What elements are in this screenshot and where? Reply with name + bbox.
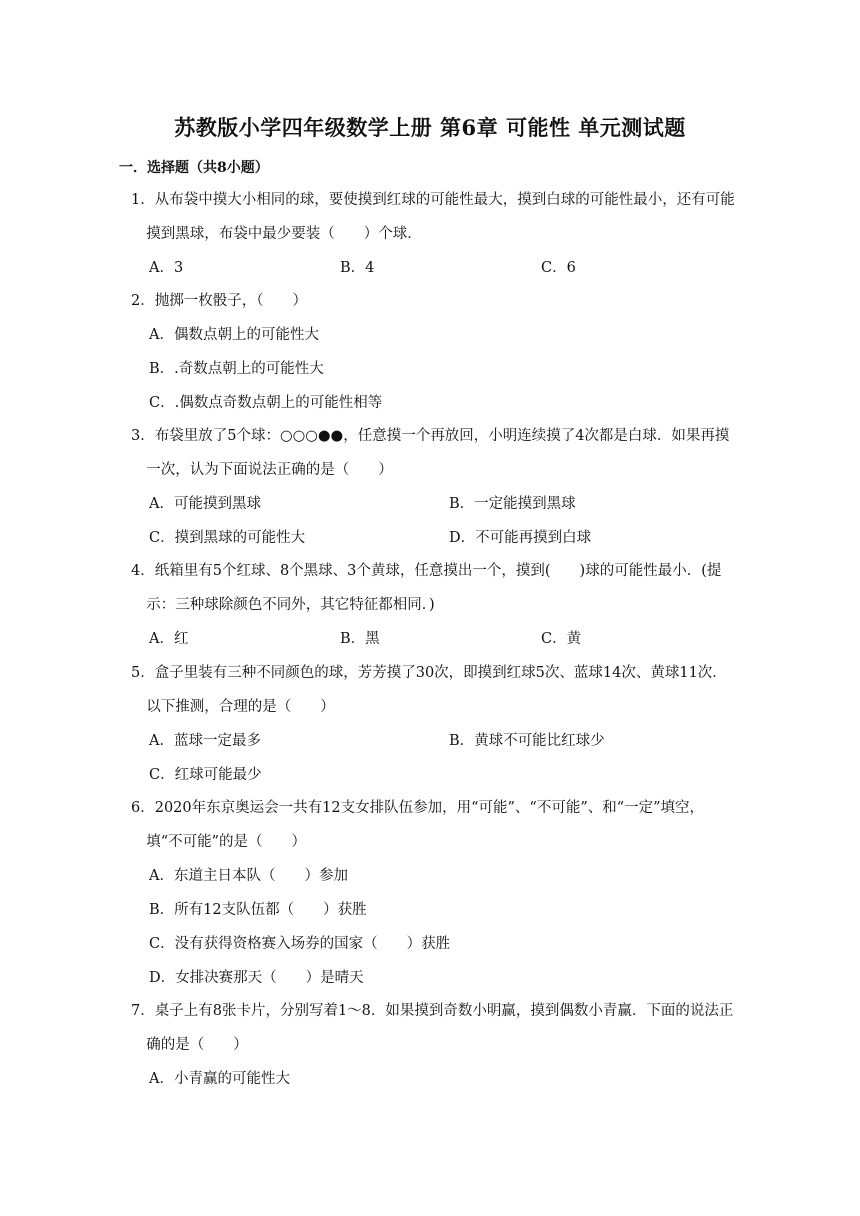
option-b: B．4 [340, 260, 375, 276]
option-a: A．红 [149, 631, 189, 647]
question-3 [131, 419, 736, 487]
option-c: C．.偶数点奇数点朝上的可能性相等 [149, 395, 383, 411]
question-stem: 2．抛掷一枚骰子，（ ） [131, 293, 307, 309]
question-4 [131, 554, 736, 622]
option-a: A．东道主日本队（ ）参加 [149, 868, 348, 884]
option-c: C．黄 [541, 631, 582, 647]
question-stem: 3．布袋里放了5个球：○○○●●，任意摸一个再放回，小明连续摸了4次都是白球．如果再摸一次，认为下面说法正确的是（ ） [131, 428, 730, 478]
page-title: 苏教版小学四年级数学上册 第6章 可能性 单元测试题 [174, 115, 686, 140]
option-c: C．摸到黑球的可能性大 [149, 530, 306, 546]
question-5 [131, 656, 736, 724]
question-2 [131, 284, 736, 318]
question-stem: 4．纸箱里有5个红球、8个黑球、3个黄球，任意摸出一个，摸到( )球的可能性最小．(提示：三种球除颜色不同外，其它特征都相同．) [131, 563, 722, 613]
option-b: B．所有12支队伍都（ ）获胜 [149, 902, 367, 918]
option-b: B．黄球不可能比红球少 [449, 733, 605, 749]
option-a: A．偶数点朝上的可能性大 [149, 327, 319, 343]
option-c: C．6 [541, 260, 576, 276]
question-6 [131, 791, 736, 859]
question-1 [131, 183, 736, 251]
option-b: B．黑 [340, 631, 380, 647]
option-a: A．蓝球一定最多 [149, 733, 261, 749]
question-stem: 5．盒子里装有三种不同颜色的球，芳芳摸了30次，即摸到红球5次、蓝球14次、黄球11次．以下推测，合理的是（ ） [131, 665, 727, 715]
option-d: D．不可能再摸到白球 [449, 530, 592, 546]
question-stem: 1．从布袋中摸大小相同的球，要使摸到红球的可能性最大，摸到白球的可能性最小，还有可能摸到黑球，布袋中最少要装（ ）个球． [131, 192, 735, 242]
option-d: D．女排决赛那天（ ）是晴天 [149, 970, 364, 986]
question-stem: 6．2020年东京奥运会一共有12支女排队伍参加，用“可能”、“不可能”、和“一定”填空，填“不可能”的是（ ） [131, 800, 705, 850]
option-c: C．没有获得资格赛入场券的国家（ ）获胜 [149, 936, 451, 952]
section-heading: 一．选择题（共8小题） [119, 160, 269, 176]
option-a: A．可能摸到黑球 [149, 496, 261, 512]
option-b: B．一定能摸到黑球 [449, 496, 576, 512]
option-b: B．.奇数点朝上的可能性大 [149, 361, 324, 377]
option-c: C．红球可能最少 [149, 767, 262, 783]
option-a: A．小青赢的可能性大 [149, 1071, 290, 1087]
question-stem: 7．桌子上有8张卡片，分别写着1～8．如果摸到奇数小明赢，摸到偶数小青赢．下面的说法正确的是（ ） [131, 1003, 734, 1053]
option-a: A．3 [149, 260, 184, 276]
question-7 [131, 994, 736, 1062]
